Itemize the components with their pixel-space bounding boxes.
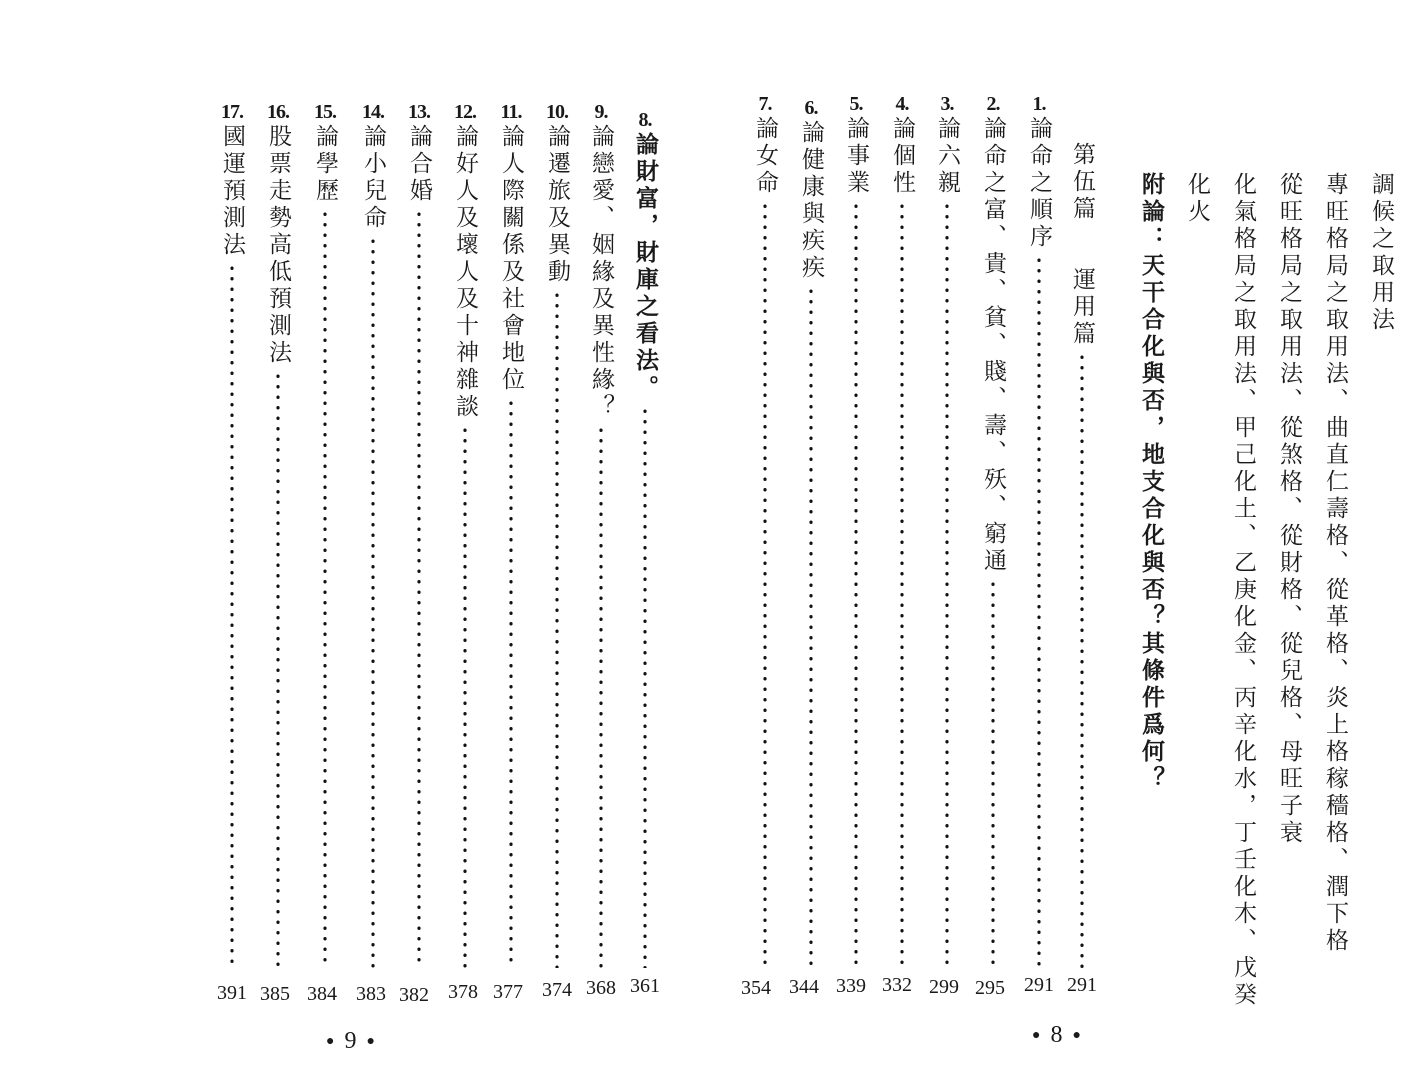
toc-entry [630,110,660,968]
dot-leader [599,425,603,968]
toc-entry [496,102,526,968]
toc-entry [978,94,1008,968]
dot-leader [230,263,234,968]
dot-leader [509,398,513,968]
entry-number: 10. [546,101,568,123]
toc-entry [750,94,780,968]
dot-leader [1037,255,1041,968]
page-number: 368 [586,977,616,999]
entry-number: 13. [408,101,430,123]
entry-number: 5. [849,93,863,115]
page-number: 332 [882,974,912,996]
dot-leader [945,201,949,968]
page-folio: ● 8 ● [1032,1022,1081,1048]
entry-number: 15. [314,101,336,123]
page-number: 378 [448,981,478,1003]
page-number: 339 [836,975,866,997]
toc-line-continued: 專旺格局之取用法、曲直仁壽格、從革格、炎上格稼穡格、潤下格 [1322,172,1348,955]
page-number: 384 [307,983,337,1005]
toc-page-8 [712,0,1425,1069]
entry-title: 論六親 [934,116,960,197]
section-heading [1067,142,1097,968]
page-number: 374 [542,979,572,1001]
entry-title: 國運預測法 [219,124,245,259]
dot-leader [1080,352,1084,968]
entry-number: 6. [804,97,818,119]
dot-leader [371,236,375,968]
folio-bullet: ● [1072,1028,1081,1044]
toc-entry [887,94,917,968]
entry-number: 7. [758,93,772,115]
dot-leader [323,209,327,968]
entry-title: 論合婚 [406,124,432,205]
toc-appendix-line: 附論：天干合化與否，地支合化與否？其條件爲何？ [1138,172,1164,793]
page-number: 383 [356,983,386,1005]
entry-number: 3. [940,93,954,115]
entry-number: 14. [362,101,384,123]
toc-line-continued: 從旺格局之取用法、從煞格、從財格、從兒格、母旺子衰 [1276,172,1302,847]
entry-title: 論遷旅及異動 [544,124,570,286]
dot-leader [854,201,858,968]
entry-number: 17. [221,101,243,123]
toc-entry [1024,94,1054,968]
dot-leader [643,406,647,968]
entry-number: 12. [454,101,476,123]
entry-title: 論學歷 [312,124,338,205]
toc-entry [542,102,572,968]
entry-title: 論財富，財庫之看法。 [632,132,658,402]
page-number: 354 [741,977,771,999]
entry-title: 論命之順序 [1026,116,1052,251]
dot-leader [900,201,904,968]
page-number: 377 [493,981,523,1003]
entry-title: 論人際關係及社會地位 [498,124,524,394]
entry-title: 論個性 [889,116,915,197]
toc-entry [404,102,434,968]
dot-leader [276,371,280,968]
toc-entry [217,102,247,968]
toc-entry [932,94,962,968]
entry-number: 16. [267,101,289,123]
folio-bullet: ● [1032,1028,1041,1044]
entry-number: 9. [594,101,608,123]
section-label: 第伍篇 [1069,142,1095,223]
toc-line-continued: 化氣格局之取用法、甲己化土、乙庚化金、丙辛化水，丁壬化木、戊癸 [1230,172,1256,1009]
toc-entry [796,98,826,968]
dot-leader [555,290,559,968]
page-number: 385 [260,983,290,1005]
folio-bullet: ● [366,1034,375,1050]
entry-title: 論好人及壞人及十神雜談 [452,124,478,421]
page-number: 391 [217,982,247,1004]
toc-entry [263,102,293,968]
entry-title: 論女命 [752,116,778,197]
entry-title: 股票走勢高低預測法 [265,124,291,367]
toc-page-9 [0,0,712,1069]
folio-bullet: ● [326,1034,335,1050]
toc-line-continued: 化火 [1184,172,1210,226]
toc-line-continued: 調候之取用法 [1368,172,1394,334]
toc-entry [310,102,340,968]
dot-leader [417,209,421,968]
entry-title: 論小兒命 [360,124,386,232]
entry-number: 4. [895,93,909,115]
toc-entry [358,102,388,968]
page-number: 344 [789,976,819,998]
dot-leader [991,579,995,968]
entry-title: 論命之富、貴、貧、賤、壽、殀、窮通 [980,116,1006,575]
entry-title: 論事業 [843,116,869,197]
page-folio: ● 9 ● [326,1028,375,1054]
toc-entry [841,94,871,968]
entry-title: 論健康與疾疾 [798,120,824,282]
entry-number: 11. [500,101,522,123]
toc-entry [450,102,480,968]
page-number: 382 [399,984,429,1006]
page-number: 291 [1024,974,1054,996]
entry-title: 論戀愛、姻緣及異性緣？ [588,124,614,421]
toc-entry [586,102,616,968]
page-number: 291 [1067,974,1097,996]
dot-leader [463,425,467,968]
dot-leader [763,201,767,968]
page-number: 299 [929,976,959,998]
entry-number: 2. [986,93,1000,115]
dot-leader [809,286,813,968]
page-number: 361 [630,975,660,997]
section-title: 運用篇 [1069,267,1095,348]
page-number: 295 [975,977,1005,999]
entry-number: 1. [1032,93,1046,115]
entry-number: 8. [638,109,652,131]
